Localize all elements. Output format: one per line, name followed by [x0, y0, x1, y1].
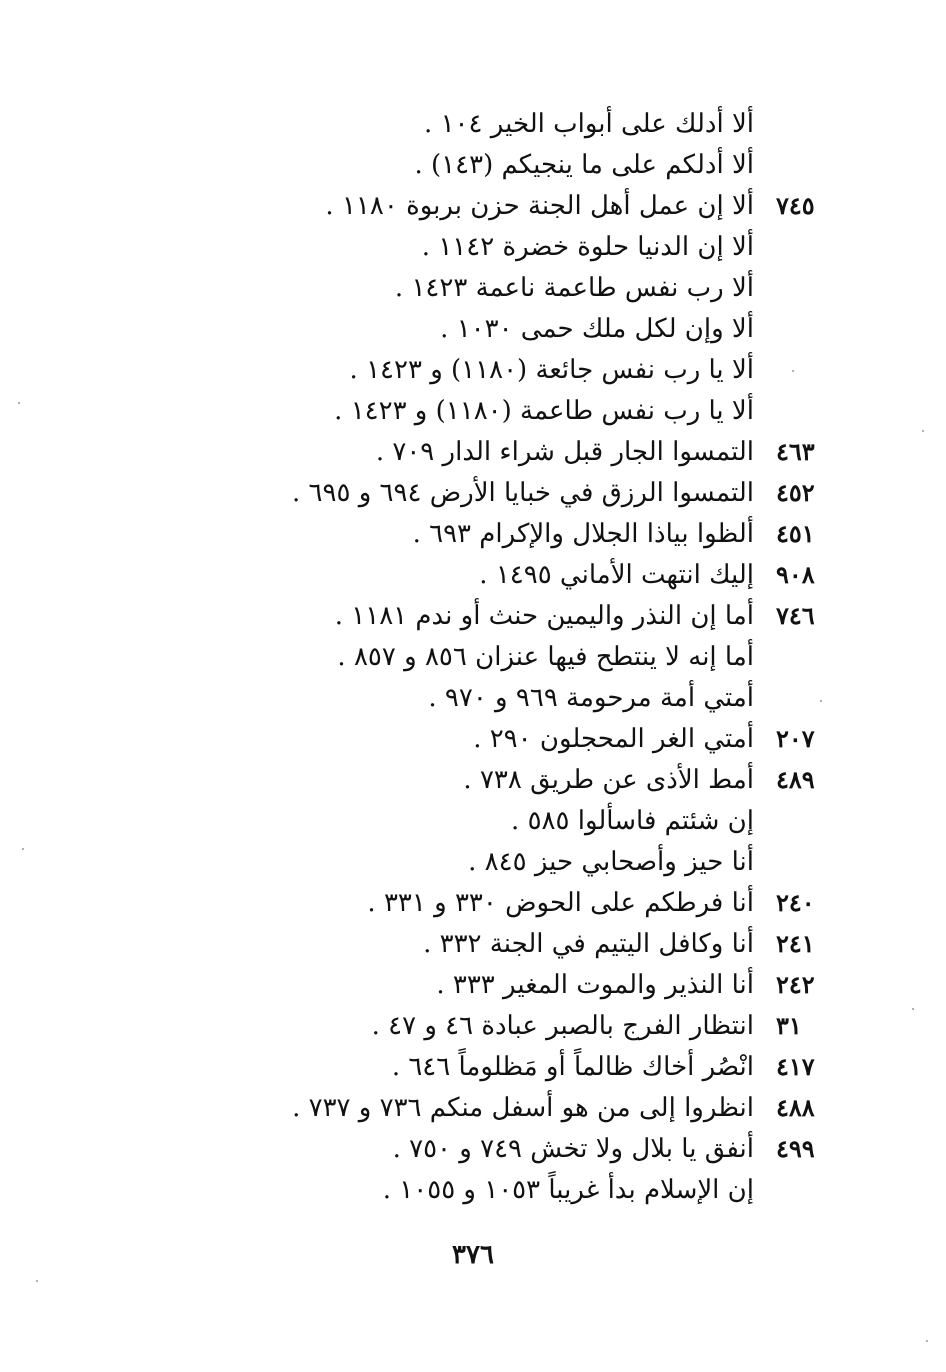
- index-entry: [336, 842, 836, 882]
- index-entry: [336, 719, 836, 759]
- index-entry: [336, 555, 836, 595]
- index-entry: [336, 678, 836, 718]
- entry-number: ٢٠٧: [776, 724, 815, 753]
- entry-text: أما إنه لا ينتطح فيها عنزان ٨٥٦ و ٨٥٧ .: [337, 642, 754, 672]
- entry-text: ألا رب نفس طاعمة ناعمة ١٤٢٣ .: [394, 273, 754, 303]
- index-entry: [336, 1129, 836, 1169]
- entry-text: ألظوا بياذا الجلال والإكرام ٦٩٣ .: [412, 519, 754, 549]
- entry-text: أما إن النذر واليمين حنث أو ندم ١١٨١ .: [334, 601, 754, 631]
- entry-text: ألا إن عمل أهل الجنة حزن بربوة ١١٨٠ .: [325, 191, 754, 221]
- scan-speck: [820, 700, 822, 702]
- entry-number: ٤٩٩: [776, 1134, 815, 1163]
- entry-number: ٤٥١: [776, 519, 815, 548]
- entry-number: ٤١٧: [776, 1052, 815, 1081]
- index-entry: [336, 391, 836, 431]
- entry-text: التمسوا الرزق في خبايا الأرض ٦٩٤ و ٦٩٥ .: [292, 478, 754, 508]
- entry-text: أمتي الغر المحجلون ٢٩٠ .: [473, 724, 754, 754]
- index-entry: [336, 432, 836, 472]
- entry-number: ٢٤١: [776, 929, 815, 958]
- index-entry: [336, 883, 836, 923]
- index-entry: [336, 309, 836, 349]
- scan-speck: [36, 1280, 38, 1282]
- index-entry: [336, 145, 836, 185]
- entry-number: ٩٠٨: [776, 560, 815, 589]
- entry-text: إليك انتهت الأماني ١٤٩٥ .: [479, 560, 754, 590]
- entry-text: ألا يا رب نفس طاعمة (١١٨٠) و ١٤٢٣ .: [334, 396, 754, 426]
- scan-speck: [912, 1008, 914, 1010]
- entry-text: انظروا إلى من هو أسفل منكم ٧٣٦ و ٧٣٧ .: [292, 1093, 754, 1123]
- index-entry: [336, 596, 836, 636]
- entry-number: ٣١: [776, 1011, 802, 1040]
- entry-text: ألا أدلكم على ما ينجيكم (١٤٣) .: [414, 150, 754, 180]
- scan-speck: [18, 402, 20, 404]
- entry-text: أنا حيز وأصحابي حيز ٨٤٥ .: [468, 847, 754, 877]
- entry-text: أنفق يا بلال ولا تخش ٧٤٩ و ٧٥٠ .: [392, 1134, 754, 1164]
- index-entry: [336, 924, 836, 964]
- entry-number: ٤٥٢: [776, 478, 815, 507]
- entry-number: ٤٨٨: [776, 1093, 815, 1122]
- entry-text: التمسوا الجار قبل شراء الدار ٧٠٩ .: [375, 437, 754, 467]
- index-entry: [336, 350, 836, 390]
- entry-number: ٤٦٣: [776, 437, 815, 466]
- entry-text: أمتي أمة مرحومة ٩٦٩ و ٩٧٠ .: [428, 683, 754, 713]
- scan-speck: [792, 370, 794, 372]
- index-entry: [292, 1088, 836, 1128]
- scan-speck: [922, 430, 924, 432]
- index-entry: [336, 965, 836, 1005]
- entry-text: انْصُر أخاك ظالماً أو مَظلوماً ٦٤٦ .: [391, 1052, 754, 1082]
- entry-text: أنا فرطكم على الحوض ٣٣٠ و ٣٣١ .: [367, 888, 754, 918]
- entry-number: ٢٤٠: [776, 888, 815, 917]
- index-entry: [336, 1170, 836, 1210]
- index-entry: [336, 514, 836, 554]
- entry-text: انتظار الفرج بالصبر عبادة ٤٦ و ٤٧ .: [371, 1011, 754, 1041]
- index-entry: [336, 1047, 836, 1087]
- scan-speck: [22, 848, 24, 850]
- page-number: ٣٧٦: [452, 1240, 494, 1270]
- entry-text: ألا يا رب نفس جائعة (١١٨٠) و ١٤٢٣ .: [349, 355, 754, 385]
- index-entry: [336, 268, 836, 308]
- entry-number: ٧٤٥: [776, 191, 815, 220]
- index-entry: [336, 801, 836, 841]
- entry-text: ألا أدلك على أبواب الخير ١٠٤ .: [424, 109, 754, 139]
- index-entry: [336, 104, 836, 144]
- index-entry: [336, 637, 836, 677]
- entry-number: ٧٤٦: [776, 601, 815, 630]
- scan-speck: [926, 1340, 928, 1342]
- entry-number: ٢٤٢: [776, 970, 815, 999]
- index-entry: [336, 760, 836, 800]
- entry-text: أنا وكافل اليتيم في الجنة ٣٣٢ .: [423, 929, 754, 959]
- index-entry: [336, 227, 836, 267]
- index-entry: [325, 186, 836, 226]
- entry-text: ألا إن الدنيا حلوة خضرة ١١٤٢ .: [421, 232, 754, 262]
- entry-text: إن شئتم فاسألوا ٥٨٥ .: [511, 806, 754, 836]
- entry-text: ألا وإن لكل ملك حمى ١٠٣٠ .: [440, 314, 754, 344]
- index-entry: [292, 473, 836, 513]
- entry-text: أنا النذير والموت المغير ٣٣٣ .: [436, 970, 754, 1000]
- index-entry: [336, 1006, 836, 1046]
- entry-text: أمط الأذى عن طريق ٧٣٨ .: [463, 765, 754, 795]
- entry-text: إن الإسلام بدأ غريباً ١٠٥٣ و ١٠٥٥ .: [382, 1175, 754, 1205]
- entry-number: ٤٨٩: [776, 765, 815, 794]
